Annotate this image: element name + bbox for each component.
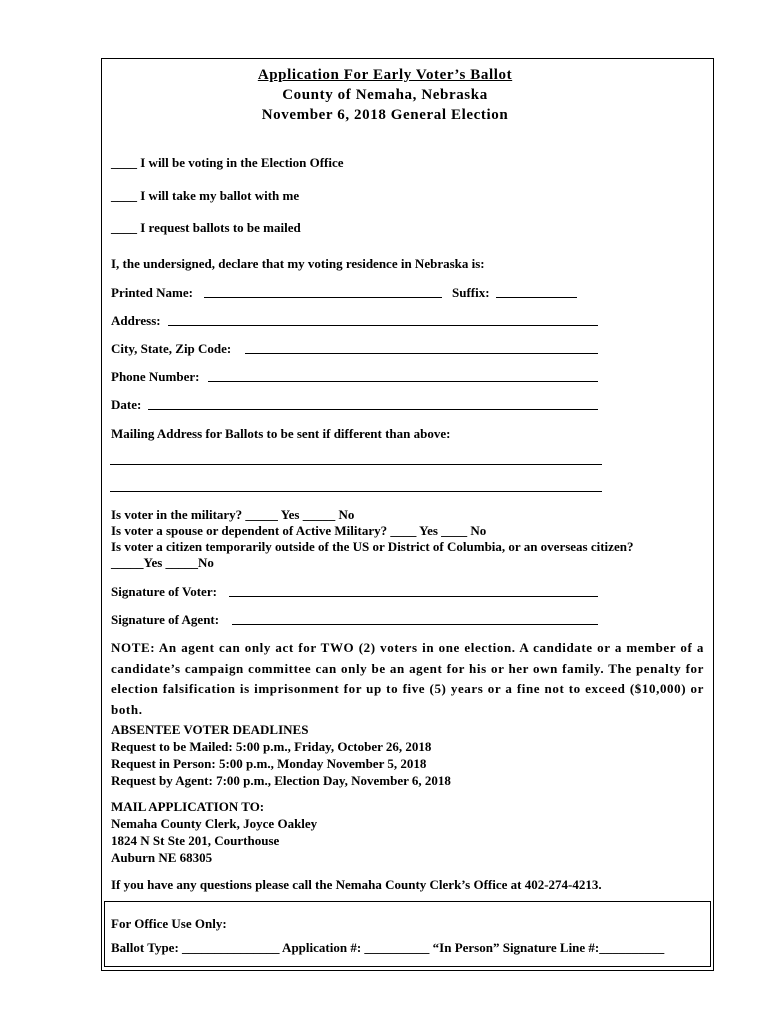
deadline-mailed: Request to be Mailed: 5:00 p.m., Friday, October 26, 2018 <box>111 739 432 754</box>
election-heading: November 6, 2018 General Election <box>261 107 509 123</box>
agent-signature-label: Signature of Agent: <box>111 612 220 627</box>
mail-to-line-1: Nemaha County Clerk, Joyce Oakley <box>111 816 318 831</box>
voter-signature-field[interactable] <box>229 596 598 597</box>
option-mailed[interactable] <box>111 220 301 236</box>
option-label: I request ballots to be mailed <box>140 220 301 235</box>
mail-to-heading: MAIL APPLICATION TO: <box>111 799 265 814</box>
option-election-office[interactable] <box>111 155 344 171</box>
overseas-question: Is voter a citizen temporarily outside of the US or District of Columbia, or an overseas citizen? <box>111 539 634 554</box>
deadline-agent: Request by Agent: 7:00 p.m., Election Day, November 6, 2018 <box>111 773 451 788</box>
mail-to-line-3: Auburn NE 68305 <box>111 850 213 865</box>
questions-contact: If you have any questions please call the Nemaha County Clerk’s Office at 402-274-4213. <box>111 877 602 892</box>
office-use-line[interactable]: Ballot Type: _______________ Application #: __________ “In Person” Signature Line #:__________ <box>111 940 665 955</box>
suffix-field[interactable] <box>496 297 577 298</box>
agent-signature-field[interactable] <box>232 624 598 625</box>
military-question[interactable]: Is voter in the military? _____ Yes _____ No <box>111 507 355 522</box>
office-use-heading: For Office Use Only: <box>111 916 227 931</box>
mail-to-line-2: 1824 N St Ste 201, Courthouse <box>111 833 280 848</box>
city-state-zip-label: City, State, Zip Code: <box>111 341 232 356</box>
deadlines-block <box>111 721 451 789</box>
declaration-text: I, the undersigned, declare that my voting residence in Nebraska is: <box>111 256 485 271</box>
office-use-box <box>104 901 711 967</box>
mail-to-block <box>111 798 317 866</box>
address-label: Address: <box>111 313 161 328</box>
form-title: Application For Early Voter’s Ballot <box>257 67 513 83</box>
address-field[interactable] <box>168 325 598 326</box>
suffix-label: Suffix: <box>452 285 490 300</box>
phone-field[interactable] <box>208 381 598 382</box>
deadline-in-person: Request in Person: 5:00 p.m., Monday November 5, 2018 <box>111 756 427 771</box>
city-state-zip-field[interactable] <box>245 353 598 354</box>
printed-name-field[interactable] <box>204 297 442 298</box>
deadlines-heading: ABSENTEE VOTER DEADLINES <box>111 722 309 737</box>
option-label: I will take my ballot with me <box>140 188 300 203</box>
county-heading: County of Nemaha, Nebraska <box>282 87 488 103</box>
voter-signature-label: Signature of Voter: <box>111 584 217 599</box>
date-label: Date: <box>111 397 142 412</box>
option-blank[interactable]: ____ <box>111 155 137 170</box>
mailing-address-line-1[interactable] <box>110 464 602 465</box>
printed-name-label: Printed Name: <box>111 285 193 300</box>
phone-label: Phone Number: <box>111 369 200 384</box>
date-field[interactable] <box>148 409 598 410</box>
option-take-ballot[interactable] <box>111 188 299 204</box>
option-blank[interactable]: ____ <box>111 220 137 235</box>
option-label: I will be voting in the Election Office <box>140 155 344 170</box>
option-blank[interactable]: ____ <box>111 188 137 203</box>
mailing-address-line-2[interactable] <box>110 491 602 492</box>
military-spouse-question[interactable]: Is voter a spouse or dependent of Active Military? ____ Yes ____ No <box>111 523 487 538</box>
agent-note: NOTE: An agent can only act for TWO (2) voters in one election. A candidate or a member of a candidate’s campaign committee can only be an agent for his or her own family. The penalty for election falsification is imprisonment for up to five (5) years or a fine not to exceed ($10,000) or both. <box>111 640 704 717</box>
mailing-address-label: Mailing Address for Ballots to be sent if different than above: <box>111 426 451 441</box>
overseas-answers[interactable]: _____Yes _____No <box>111 555 214 570</box>
